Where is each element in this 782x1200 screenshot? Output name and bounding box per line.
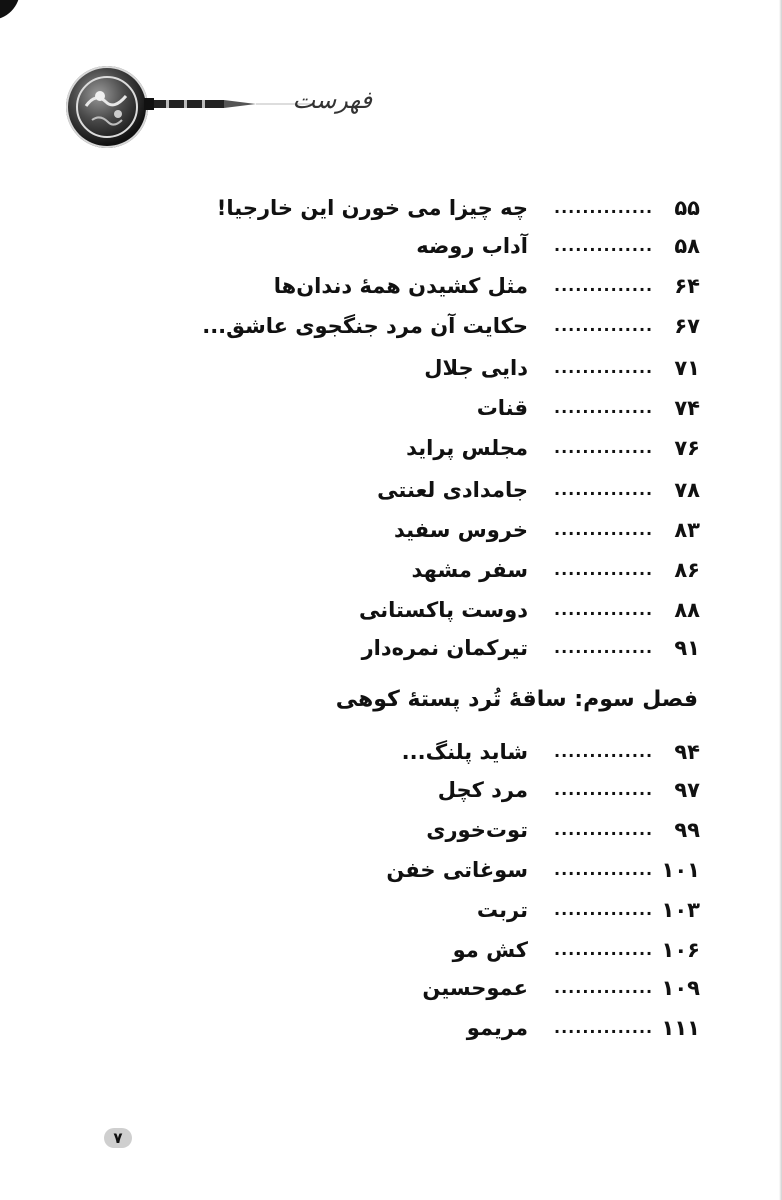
page-title: فهرست [292,86,372,114]
toc-page-number: ۷۴ [674,396,700,420]
toc-entry-title: مجلس پراید [406,436,528,460]
toc-leader-dots: .............. [554,600,654,619]
toc-leader-dots: .............. [554,780,654,799]
toc-row [200,970,700,1006]
toc-entry-title: تیرکمان نمره‌دار [361,636,528,660]
toc-row [200,592,700,628]
toc-page-number: ۱۱۱ [661,1016,700,1040]
toc-page-number: ۸۸ [674,598,700,622]
toc-leader-dots: .............. [554,900,654,919]
toc-row [200,390,700,426]
toc-leader-dots: .............. [554,398,654,417]
toc-leader-dots: .............. [554,316,654,335]
toc-leader-dots: .............. [554,520,654,539]
toc-page-number: ۸۶ [674,558,700,582]
toc-leader-dots: .............. [554,978,654,997]
toc-row [200,268,700,304]
toc-entry-title: سوغاتی خفن [386,858,528,882]
toc-page-number: ۱۰۶ [661,938,700,962]
toc-row [200,190,700,226]
toc-row [200,734,700,770]
toc-leader-dots: .............. [554,276,654,295]
toc-leader-dots: .............. [554,480,654,499]
toc-entry-title: توت‌خوری [426,818,528,842]
toc-row [200,350,700,386]
toc-row [200,228,700,264]
toc-leader-dots: .............. [554,742,654,761]
toc-entry-title: تربت [476,898,528,922]
toc-row [200,932,700,968]
toc-row [200,1010,700,1046]
toc-page-number: ۷۱ [674,356,700,380]
toc-page-number: ۶۴ [674,274,700,298]
toc-entry-title: دوست پاکستانی [359,598,528,622]
toc-row [200,308,700,344]
toc-page-number: ۵۵ [674,196,700,220]
toc-entry-title: سفر مشهد [411,558,528,582]
toc-page-number: ۱۰۱ [661,858,700,882]
toc-page-number: ۱۰۹ [661,976,700,1000]
toc-page-number: ۶۷ [674,314,700,338]
toc-entry-title: کش مو [452,938,528,962]
toc-leader-dots: .............. [554,438,654,457]
toc-row [200,852,700,888]
toc-entry-title: مرد کچل [437,778,528,802]
toc-entry-title: مثل کشیدن همهٔ دندان‌ها [273,274,528,298]
toc-entry-title: جامدادی لعنتی [377,478,528,502]
toc-entry-title: قنات [476,396,528,420]
toc-leader-dots: .............. [554,820,654,839]
toc-row [200,630,700,666]
toc-entry-title: حکایت آن مرد جنگجوی عاشق... [202,314,528,338]
toc-page-number: ۹۱ [674,636,700,660]
toc-row [200,552,700,588]
toc-entry-title: عموحسین [422,976,528,1000]
toc-entry-title: دایی جلال [424,356,528,380]
toc-page-number: ۱۰۳ [661,898,700,922]
toc-page-number: ۷۸ [674,478,700,502]
toc-entry-title: مریمو [466,1016,528,1040]
toc-entry-title: شاید پلنگ... [401,740,528,764]
toc-page-number: ۸۳ [674,518,700,542]
toc-row [200,772,700,808]
toc-row [200,512,700,548]
toc-entry-title: خروس سفید [393,518,528,542]
toc-row [200,892,700,928]
toc-page-number: ۹۹ [674,818,700,842]
toc-page-number: ۹۴ [674,740,700,764]
toc-leader-dots: .............. [554,638,654,657]
toc-leader-dots: .............. [554,358,654,377]
toc-entry-title: چه چیزا می خورن این خارجیا! [216,196,528,220]
toc-entry-title: آداب روضه [416,234,528,258]
section-heading: فصل سوم: ساقهٔ تُرد پستهٔ کوهی [335,687,698,712]
toc-page-number: ۹۷ [674,778,700,802]
toc-leader-dots: .............. [554,560,654,579]
toc-leader-dots: .............. [554,940,654,959]
toc-leader-dots: .............. [554,198,654,217]
toc-page-number: ۵۸ [674,234,700,258]
toc-leader-dots: .............. [554,860,654,879]
footer-page-number: ۷ [104,1128,132,1148]
toc-leader-dots: .............. [554,236,654,255]
toc-leader-dots: .............. [554,1018,654,1037]
toc-row [200,812,700,848]
toc-row [200,472,700,508]
toc-row [200,430,700,466]
toc-page-number: ۷۶ [674,436,700,460]
